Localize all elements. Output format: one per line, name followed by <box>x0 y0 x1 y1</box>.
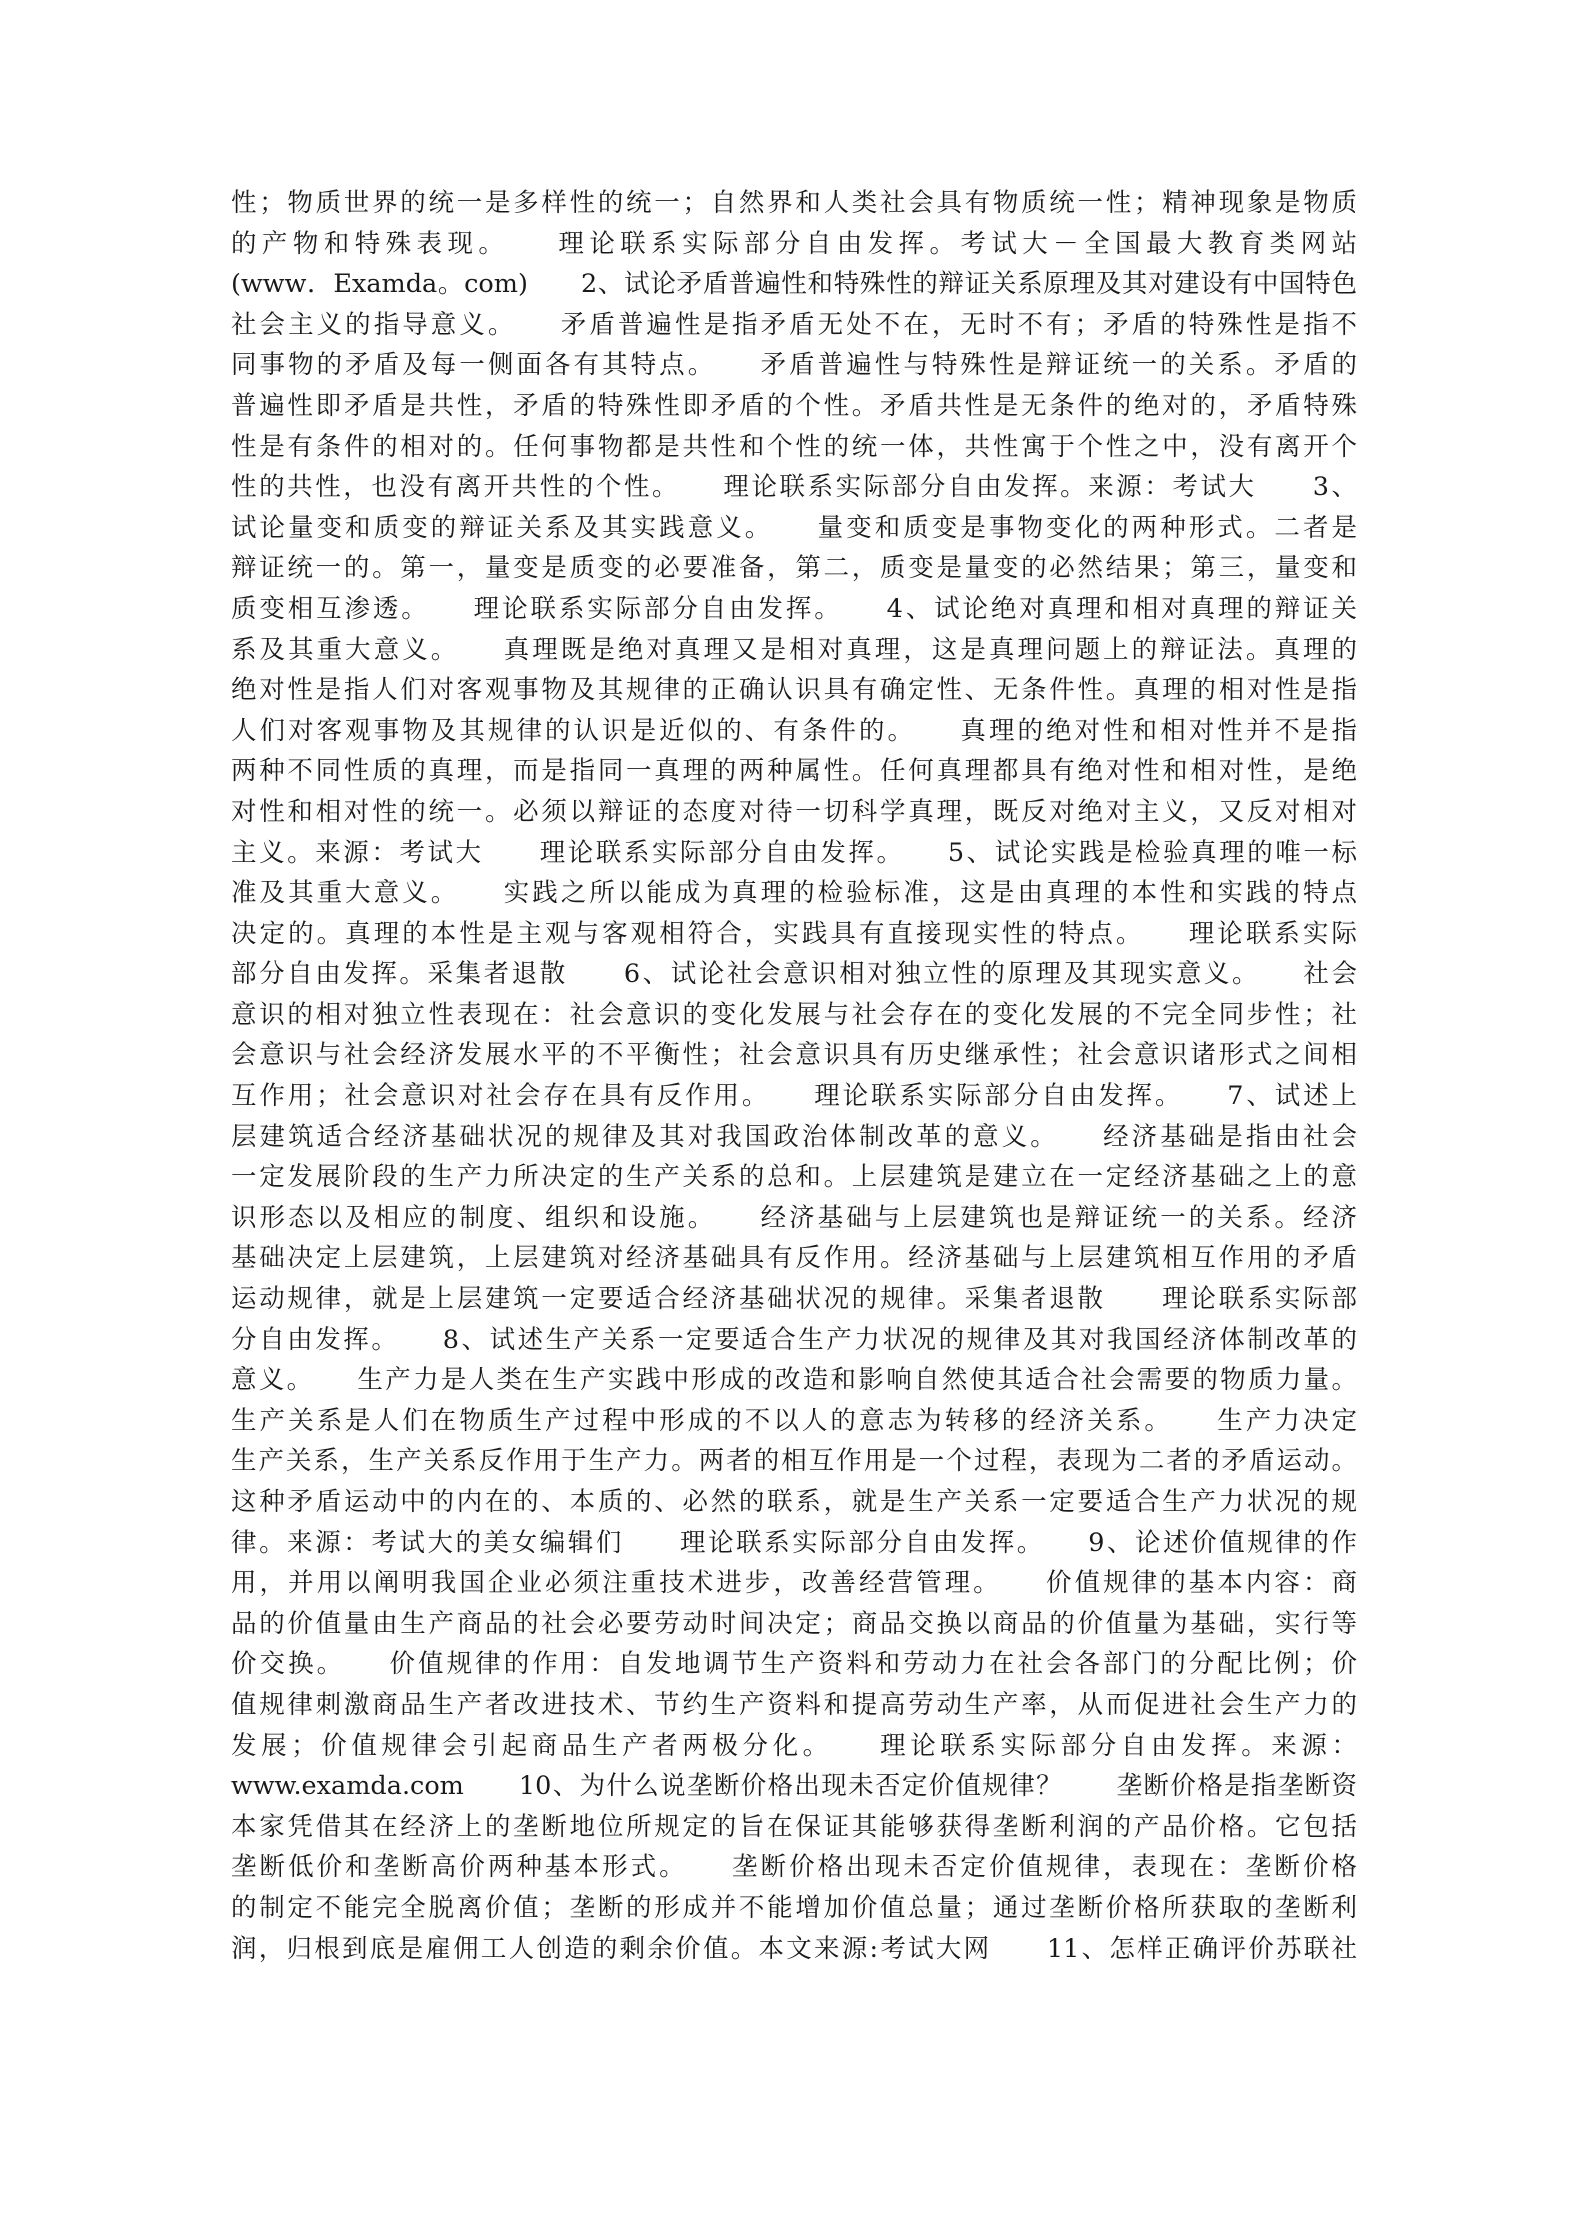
text-line: 性的共性，也没有离开共性的个性。 理论联系实际部分自由发挥。来源：考试大 3、 <box>231 472 1357 503</box>
text-line: (www．Examda。com) 2、试论矛盾普遍性和特殊性的辩证关系原理及其对建设有中国特色 <box>231 269 1357 300</box>
text-line: 的制定不能完全脱离价值；垄断的形成并不能增加价值总量；通过垄断价格所获取的垄断利 <box>231 1892 1357 1923</box>
text-line: 一定发展阶段的生产力所决定的生产关系的总和。上层建筑是建立在一定经济基础之上的意 <box>231 1162 1357 1193</box>
text-line: 互作用；社会意识对社会存在具有反作用。 理论联系实际部分自由发挥。 7、试述上 <box>231 1081 1357 1112</box>
text-line: www.examda.com 10、为什么说垄断价格出现未否定价值规律？ 垄断价格是指垄断资 <box>231 1771 1357 1802</box>
text-line: 人们对客观事物及其规律的认识是近似的、有条件的。 真理的绝对性和相对性并不是指 <box>231 715 1357 746</box>
text-line: 值规律刺激商品生产者改进技术、节约生产资料和提高劳动生产率，从而促进社会生产力的 <box>231 1689 1357 1720</box>
text-line: 会意识与社会经济发展水平的不平衡性；社会意识具有历史继承性；社会意识诸形式之间相 <box>231 1040 1357 1071</box>
text-line: 律。来源：考试大的美女编辑们 理论联系实际部分自由发挥。 9、论述价值规律的作 <box>231 1527 1357 1558</box>
text-line: 运动规律，就是上层建筑一定要适合经济基础状况的规律。采集者退散 理论联系实际部 <box>231 1284 1357 1315</box>
text-line: 决定的。真理的本性是主观与客观相符合，实践具有直接现实性的特点。 理论联系实际 <box>231 918 1357 949</box>
text-line: 用，并用以阐明我国企业必须注重技术进步，改善经营管理。 价值规律的基本内容：商 <box>231 1568 1357 1599</box>
text-line: 识形态以及相应的制度、组织和设施。 经济基础与上层建筑也是辩证统一的关系。经济 <box>231 1202 1357 1233</box>
text-line: 主义。来源：考试大 理论联系实际部分自由发挥。 5、试论实践是检验真理的唯一标 <box>231 837 1357 868</box>
text-line: 品的价值量由生产商品的社会必要劳动时间决定；商品交换以商品的价值量为基础，实行等 <box>231 1608 1357 1639</box>
text-line: 发展；价值规律会引起商品生产者两极分化。 理论联系实际部分自由发挥。来源： <box>231 1730 1357 1761</box>
text-line: 的产物和特殊表现。 理论联系实际部分自由发挥。考试大－全国最大教育类网站 <box>231 228 1357 259</box>
text-line: 意义。 生产力是人类在生产实践中形成的改造和影响自然使其适合社会需要的物质力量。 <box>231 1365 1357 1396</box>
text-line: 试论量变和质变的辩证关系及其实践意义。 量变和质变是事物变化的两种形式。二者是 <box>231 512 1357 543</box>
text-line: 准及其重大意义。 实践之所以能成为真理的检验标准，这是由真理的本性和实践的特点 <box>231 878 1357 909</box>
text-line: 部分自由发挥。采集者退散 6、试论社会意识相对独立性的原理及其现实意义。 社会 <box>231 959 1357 990</box>
text-line: 分自由发挥。 8、试述生产关系一定要适合生产力状况的规律及其对我国经济体制改革的 <box>231 1324 1357 1355</box>
text-line: 生产关系，生产关系反作用于生产力。两者的相互作用是一个过程，表现为二者的矛盾运动。 <box>231 1446 1357 1477</box>
text-line: 生产关系是人们在物质生产过程中形成的不以人的意志为转移的经济关系。 生产力决定 <box>231 1405 1357 1436</box>
text-line: 价交换。 价值规律的作用：自发地调节生产资料和劳动力在社会各部门的分配比例；价 <box>231 1649 1357 1680</box>
text-line: 润，归根到底是雇佣工人创造的剩余价值。本文来源:考试大网 11、怎样正确评价苏联社 <box>231 1933 1357 1964</box>
text-line: 基础决定上层建筑，上层建筑对经济基础具有反作用。经济基础与上层建筑相互作用的矛盾 <box>231 1243 1357 1274</box>
text-line: 绝对性是指人们对客观事物及其规律的正确认识具有确定性、无条件性。真理的相对性是指 <box>231 675 1357 706</box>
text-line: 两种不同性质的真理，而是指同一真理的两种属性。任何真理都具有绝对性和相对性，是绝 <box>231 756 1357 787</box>
text-line: 性；物质世界的统一是多样性的统一；自然界和人类社会具有物质统一性；精神现象是物质 <box>231 188 1357 218</box>
text-line: 这种矛盾运动中的内在的、本质的、必然的联系，就是生产关系一定要适合生产力状况的规 <box>231 1487 1357 1517</box>
text-line: 意识的相对独立性表现在：社会意识的变化发展与社会存在的变化发展的不完全同步性；社 <box>231 999 1357 1030</box>
text-line: 普遍性即矛盾是共性，矛盾的特殊性即矛盾的个性。矛盾共性是无条件的绝对的，矛盾特殊 <box>231 390 1357 421</box>
text-line: 性是有条件的相对的。任何事物都是共性和个性的统一体，共性寓于个性之中，没有离开个 <box>231 431 1357 462</box>
body-text <box>231 183 1357 1969</box>
text-line: 系及其重大意义。 真理既是绝对真理又是相对真理，这是真理问题上的辩证法。真理的 <box>231 634 1357 665</box>
text-line: 本家凭借其在经济上的垄断地位所规定的旨在保证其能够获得垄断利润的产品价格。它包括 <box>231 1811 1357 1842</box>
text-line: 对性和相对性的统一。必须以辩证的态度对待一切科学真理，既反对绝对主义，又反对相对 <box>231 796 1357 827</box>
text-line: 垄断低价和垄断高价两种基本形式。 垄断价格出现未否定价值规律，表现在：垄断价格 <box>231 1852 1357 1883</box>
text-line: 同事物的矛盾及每一侧面各有其特点。 矛盾普遍性与特殊性是辩证统一的关系。矛盾的 <box>231 350 1357 381</box>
text-line: 社会主义的指导意义。 矛盾普遍性是指矛盾无处不在，无时不有；矛盾的特殊性是指不 <box>231 309 1357 340</box>
text-line: 辩证统一的。第一，量变是质变的必要准备，第二，质变是量变的必然结果；第三，量变和 <box>231 553 1357 584</box>
text-line: 质变相互渗透。 理论联系实际部分自由发挥。 4、试论绝对真理和相对真理的辩证关 <box>231 593 1357 624</box>
text-line: 层建筑适合经济基础状况的规律及其对我国政治体制改革的意义。 经济基础是指由社会 <box>231 1121 1357 1152</box>
